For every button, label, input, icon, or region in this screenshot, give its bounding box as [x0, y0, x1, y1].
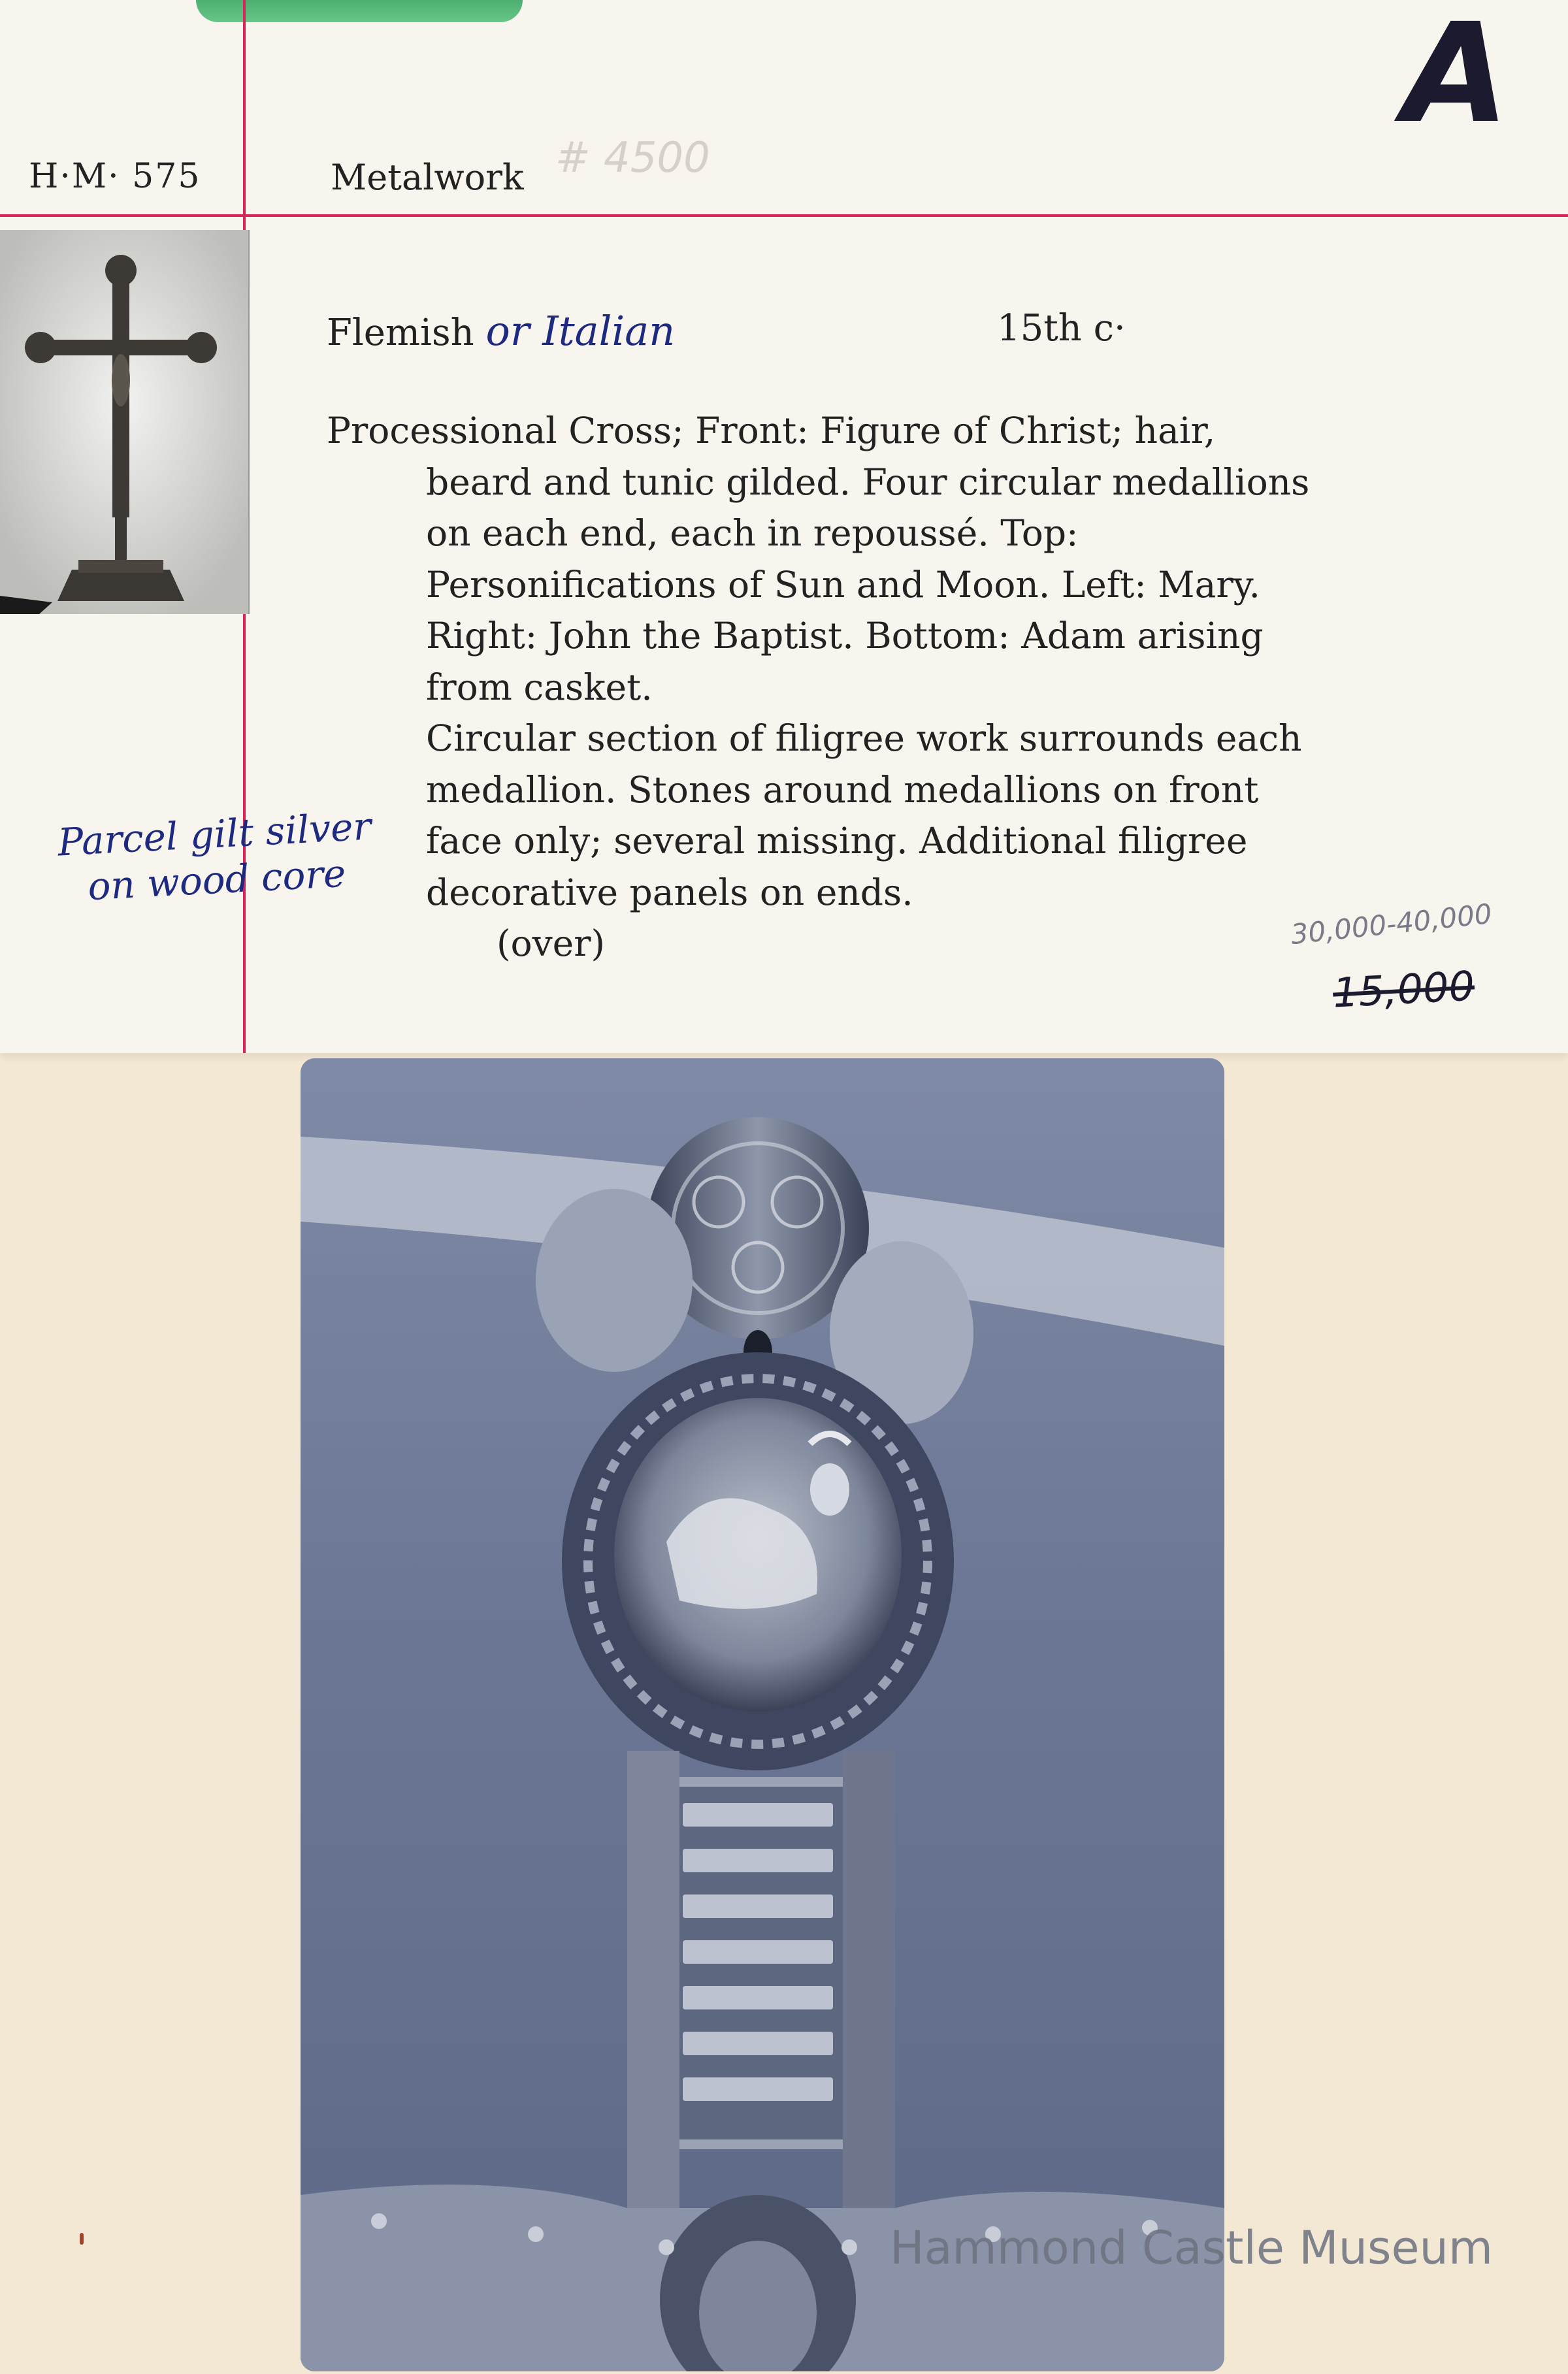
description-line: from casket. — [426, 666, 653, 708]
detail-photograph — [301, 1058, 1224, 2371]
registration-number: H·M· 575 — [29, 157, 201, 196]
description-line: decorative panels on ends. — [426, 871, 913, 913]
hand-note-line-1: Parcel gilt silver — [56, 804, 372, 865]
handwritten-letter: A — [1403, 0, 1509, 154]
faint-pencil-number: # 4500 — [555, 134, 710, 182]
over-note: (over) — [497, 922, 605, 964]
object-category: Metalwork — [331, 157, 524, 198]
cross-detail-image — [301, 1058, 1224, 2371]
thumbnail-photo — [0, 230, 250, 614]
price-range: 30,000-40,000 — [1289, 897, 1494, 951]
origin-line — [327, 307, 675, 355]
century: 15th c· — [997, 307, 1126, 350]
price: 15,000 — [1331, 962, 1476, 1017]
origin-handwritten: or Italian — [485, 307, 676, 355]
card-header-rule — [0, 214, 1568, 217]
description-line: face only; several missing. Additional filigree — [426, 820, 1248, 862]
catalog-card — [0, 0, 1568, 1053]
hand-note-line-2: on wood core — [86, 851, 347, 909]
description-line-1: Processional Cross; Front: Figure of Christ; hair, — [327, 410, 1216, 451]
description-line: beard and tunic gilded. Four circular medallions — [426, 461, 1310, 503]
description-line: Circular section of filigree work surrounds each — [426, 717, 1302, 759]
description-line: Right: John the Baptist. Bottom: Adam arising — [426, 615, 1264, 657]
museum-watermark: Hammond Castle Museum — [890, 2221, 1494, 2275]
paper-speck — [80, 2233, 84, 2245]
description-line: Personifications of Sun and Moon. Left: Mary. — [426, 563, 1260, 606]
description-line: medallion. Stones around medallions on front — [426, 768, 1259, 811]
object-description — [327, 405, 1503, 969]
origin-typed: Flemish — [327, 312, 474, 354]
handwritten-material-note — [31, 802, 401, 912]
cross-thumbnail-image — [0, 230, 248, 614]
description-line: on each end, each in repoussé. Top: — [426, 512, 1079, 554]
